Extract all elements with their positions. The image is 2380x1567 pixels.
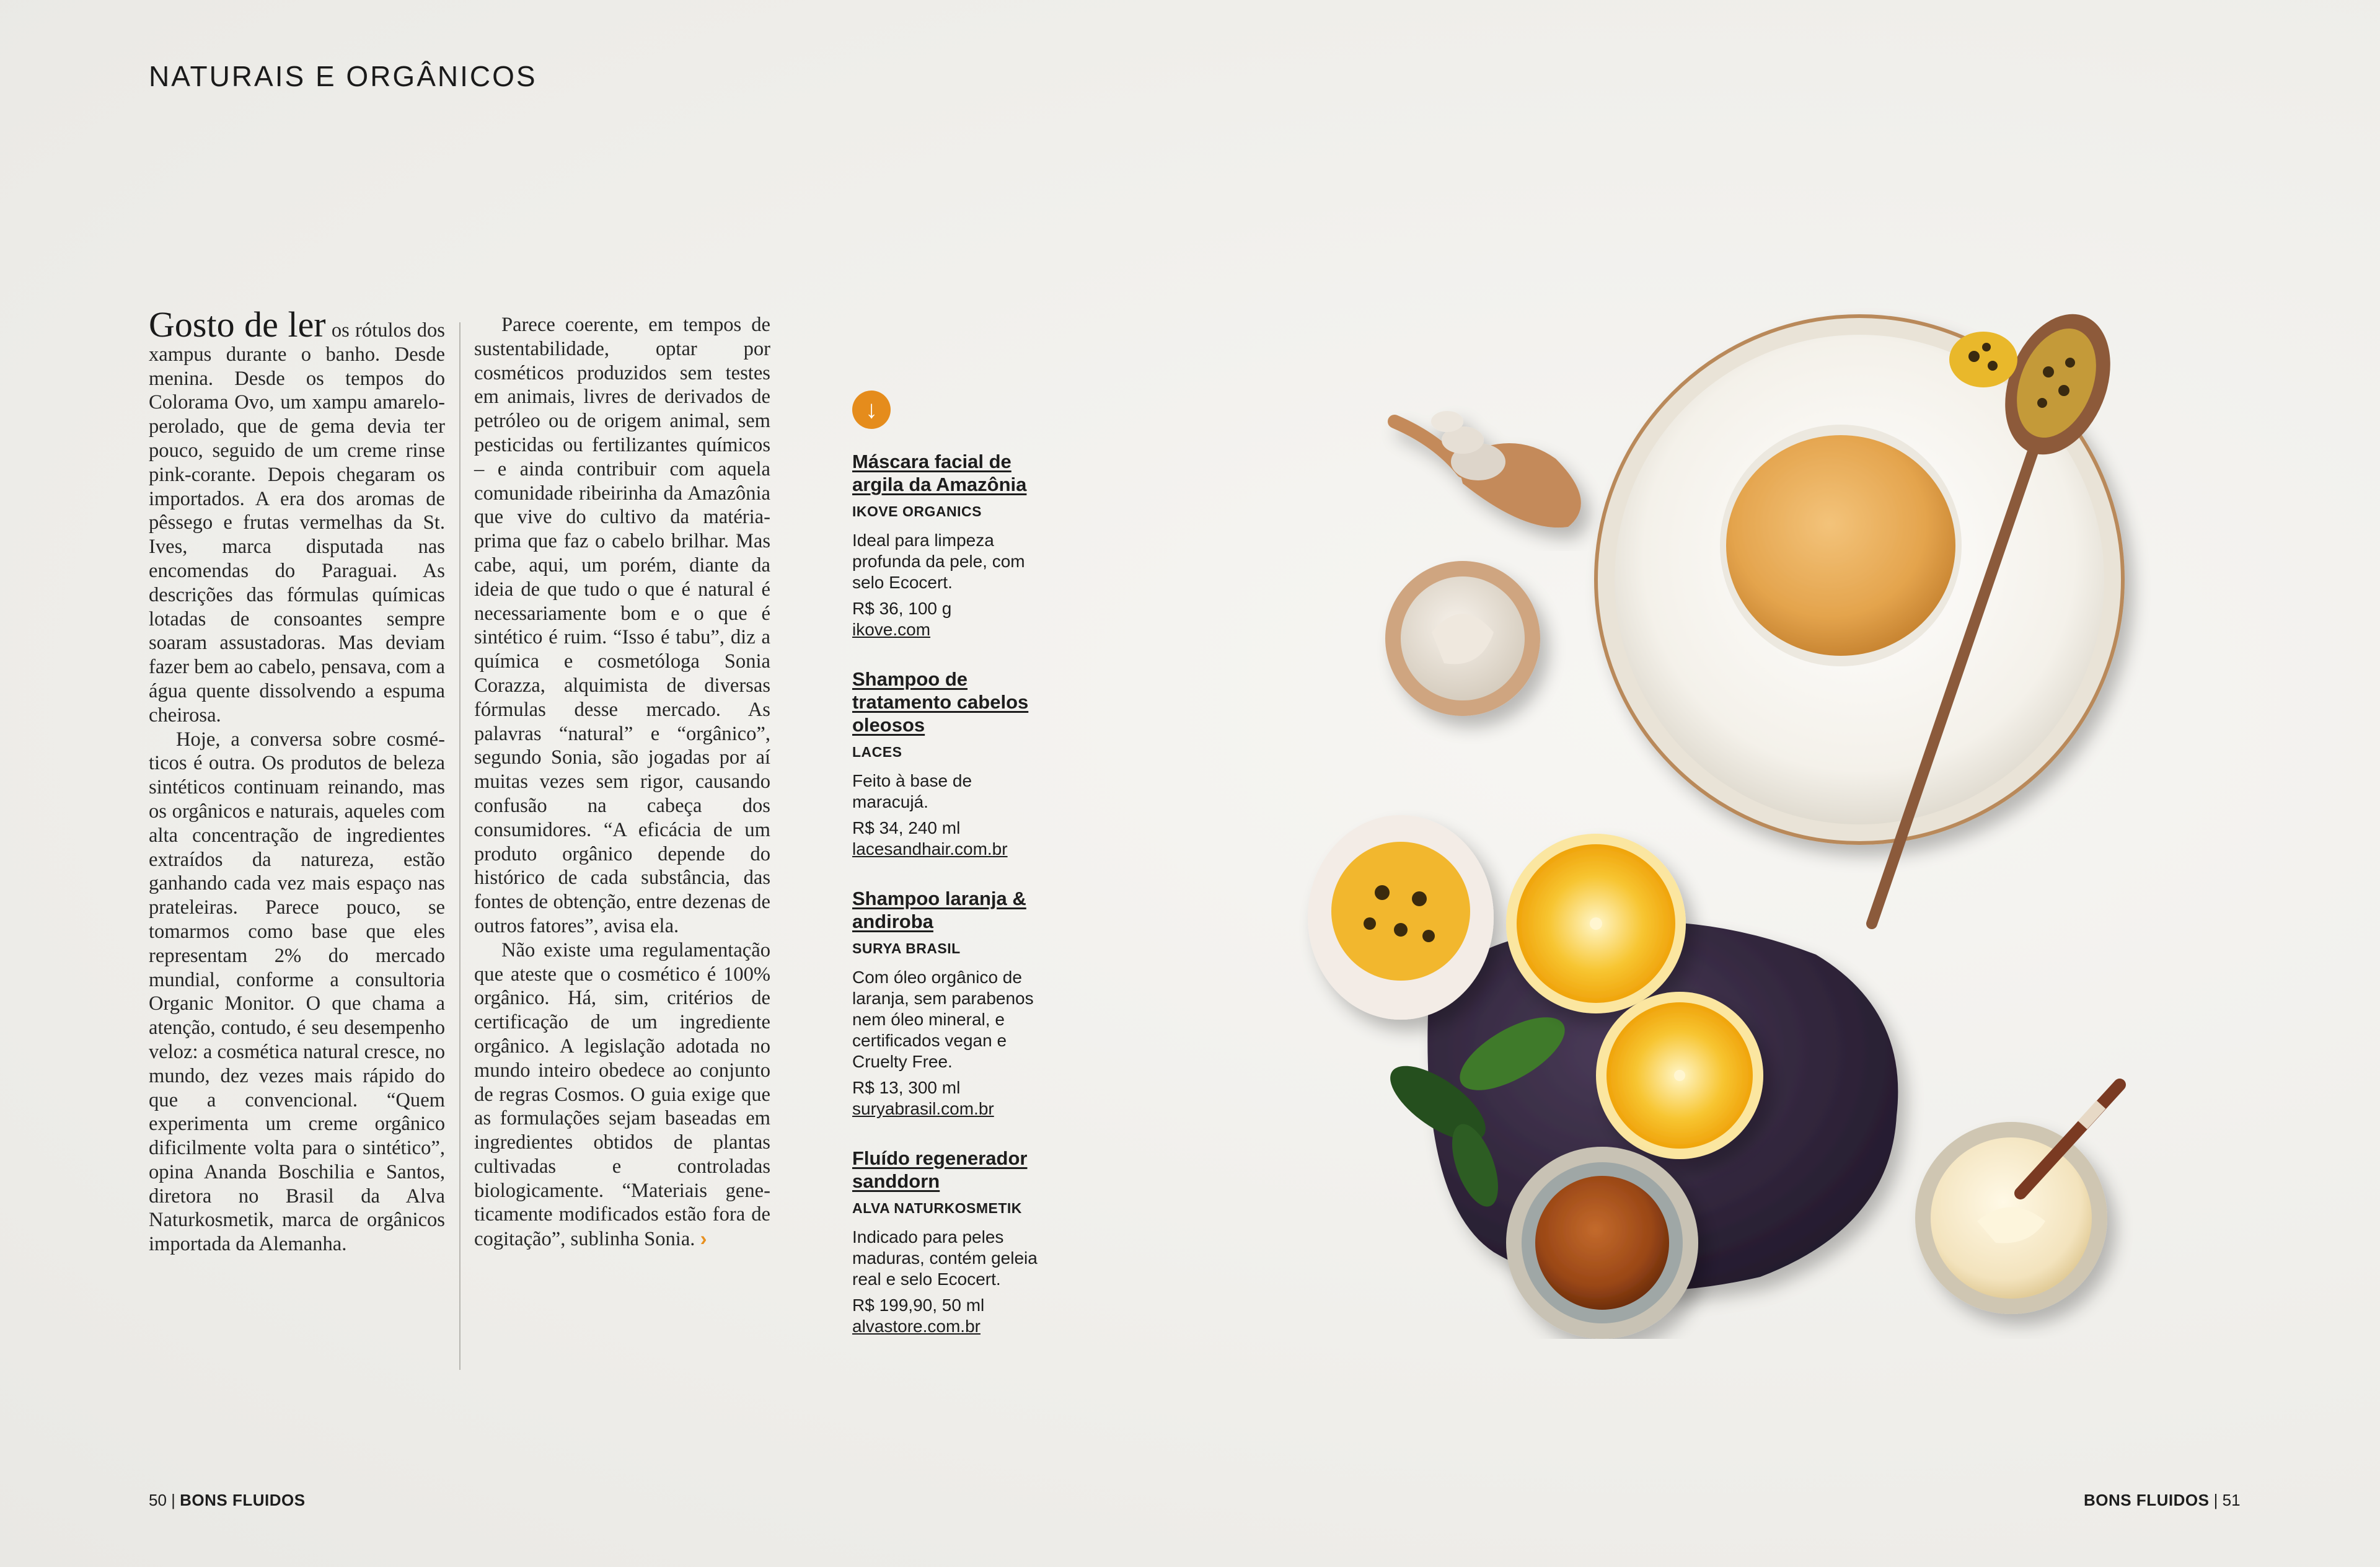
product-link[interactable]: suryabrasil.com.br bbox=[852, 1099, 994, 1118]
magazine-name: BONS FLUIDOS bbox=[180, 1491, 306, 1509]
product-link[interactable]: lacesandhair.com.br bbox=[852, 839, 1008, 859]
article-column-2 bbox=[474, 313, 770, 1251]
product-description: Com óleo orgânico de laranja, sem parabenos nem óleo mineral, e certificados vegan e Cruelty Free. bbox=[852, 968, 1034, 1071]
product-brand: SURYA BRASIL bbox=[852, 940, 961, 956]
product-price: R$ 34, 240 ml bbox=[852, 818, 961, 837]
article-paragraph bbox=[474, 938, 770, 1251]
dropcap-lead: Gosto de ler bbox=[149, 304, 326, 345]
continue-arrow-icon: › bbox=[700, 1227, 707, 1250]
product-brand: IKOVE ORGANICS bbox=[852, 503, 982, 519]
article-column-1 bbox=[149, 304, 445, 1256]
product-entry bbox=[852, 668, 1038, 860]
product-description: Ideal para limpeza profunda da pele, com selo Ecocert. bbox=[852, 531, 1025, 592]
product-still-life-photo bbox=[1277, 236, 2194, 1339]
product-name: Fluído regenerador sanddorn bbox=[852, 1147, 1028, 1192]
folio-right bbox=[2084, 1491, 2241, 1510]
orange-slice bbox=[1596, 992, 1763, 1159]
product-sidebar bbox=[852, 391, 1038, 1364]
folio-left bbox=[149, 1491, 306, 1510]
product-brand: ALVA NATURKOSMETIK bbox=[852, 1200, 1022, 1216]
column-divider bbox=[459, 322, 461, 1370]
product-entry bbox=[852, 450, 1038, 640]
article-paragraph bbox=[149, 304, 445, 728]
product-link[interactable]: ikove.com bbox=[852, 620, 931, 639]
paragraph-text: os rótulos dos xampus durante o banho. Desde menina. Desde os tempos do Colorama Ovo, um xampu amarelo-perolado, que de gema devia ter pouco, seguido de um creme rinse pink-corante. Depois chegaram os importados. A era dos aromas de pêssego e frutas vermelhas da St. Ives, marca disputada nas encomendas do Paraguai. As descrições das fórmulas químicas lotadas de consoantes sempre soaram assustadoras. Mas deviam fazer bem ao cabelo, pensava, com a água quente dissolvendo a espuma cheirosa. bbox=[149, 319, 445, 726]
passion-fruit-half bbox=[1308, 815, 1494, 1020]
product-entry bbox=[852, 887, 1038, 1119]
page-number: 51 bbox=[2222, 1491, 2241, 1509]
wooden-scoop bbox=[1395, 411, 1581, 527]
product-entry bbox=[852, 1147, 1038, 1337]
magazine-name: BONS FLUIDOS bbox=[2084, 1491, 2210, 1509]
paragraph-text: Não existe uma regulamentação que ateste que o cosmético é 100% orgânico. Há, sim, critérios de certificação de um ingrediente orgânico. A legislação adotada no mundo inteiro obedece ao conjunto de regras Cosmos. O guia exige que as formulações sejam baseadas em ingredientes obtidos de plantas cultivadas e controladas biologicamente. “Materiais geneticamente modificados estão fora de cogitação”, sublinha Sonia. bbox=[474, 938, 770, 1251]
cream-cup bbox=[1915, 1122, 2107, 1314]
clay-cup bbox=[1385, 561, 1540, 716]
folio-separator: | bbox=[166, 1491, 180, 1509]
article-paragraph: Parece coerente, em tempos de sustentabilidade, optar por cosméticos produzidos sem testes em animais, livres de derivados de petróleo ou de origem animal, sem pesticidas ou fertilizantes químicos – e ainda contribuir com aquela comunidade ribeirinha da Amazônia que vive do cultivo da matéria-prima que faz o cabelo brilhar. Mas cabe, aqui, um porém, diante da ideia de que tudo o que é natural é necessariamente bom e o que é sintético é ruim. “Isso é tabu”, diz a química e cosmetóloga Sonia Corazza, alquimista de diversas fórmulas desse mercado. As palavras “natural” e “orgânico”, segundo Sonia, são jogadas por aí muitas vezes sem rigor, causando confusão na cabeça dos consumidores. “A eficácia de um produto orgânico depende do histórico de cada substância, das fontes de obtenção, entre dezenas de outros fatores”, avisa ela. bbox=[474, 314, 770, 937]
passion-fruit-pulp bbox=[1949, 332, 2017, 387]
folio-separator: | bbox=[2209, 1491, 2223, 1509]
product-description: Indicado para peles maduras, contém geleia real e selo Ecocert. bbox=[852, 1227, 1038, 1289]
down-arrow-icon: ↓ bbox=[852, 391, 891, 429]
orange-slice bbox=[1506, 834, 1686, 1013]
page-number: 50 bbox=[149, 1491, 167, 1509]
article-paragraph: Hoje, a conversa sobre cosméticos é outra. Os produtos de beleza sintéticos continuam reinando, mas os orgânicos e naturais, aqueles com alta concentração de ingredientes extraídos da natureza, estão ganhando cada vez mais espaço nas prateleiras. Parece pouco, se tomarmos como base que eles representam 2% do mercado mundial, conforme a consultoria Organic Monitor. O que chama a atenção, contudo, é seu desempenho veloz: a cosmética natural cresce, no mundo, dez vezes mais rápido do que a convencional. “Quem experimenta um creme orgânico dificilmente volta para o sintético”, opina Ananda Boschilia e Santos, diretora no Brasil da Alva Naturkosmetik, marca de orgânicos importada da Alemanha. bbox=[149, 728, 445, 1256]
product-link[interactable]: alvastore.com.br bbox=[852, 1317, 981, 1336]
product-description: Feito à base de maracujá. bbox=[852, 771, 972, 811]
honey-cup bbox=[1506, 1147, 1698, 1339]
product-price: R$ 13, 300 ml bbox=[852, 1078, 961, 1097]
product-name: Máscara facial de argila da Amazônia bbox=[852, 451, 1027, 495]
section-title: NATURAIS E ORGÂNICOS bbox=[149, 60, 537, 92]
product-name: Shampoo de tratamento cabelos oleosos bbox=[852, 668, 1029, 736]
product-name: Shampoo laranja & andiroba bbox=[852, 888, 1026, 932]
product-price: R$ 36, 100 g bbox=[852, 599, 952, 618]
product-price: R$ 199,90, 50 ml bbox=[852, 1296, 985, 1315]
product-brand: LACES bbox=[852, 744, 902, 760]
